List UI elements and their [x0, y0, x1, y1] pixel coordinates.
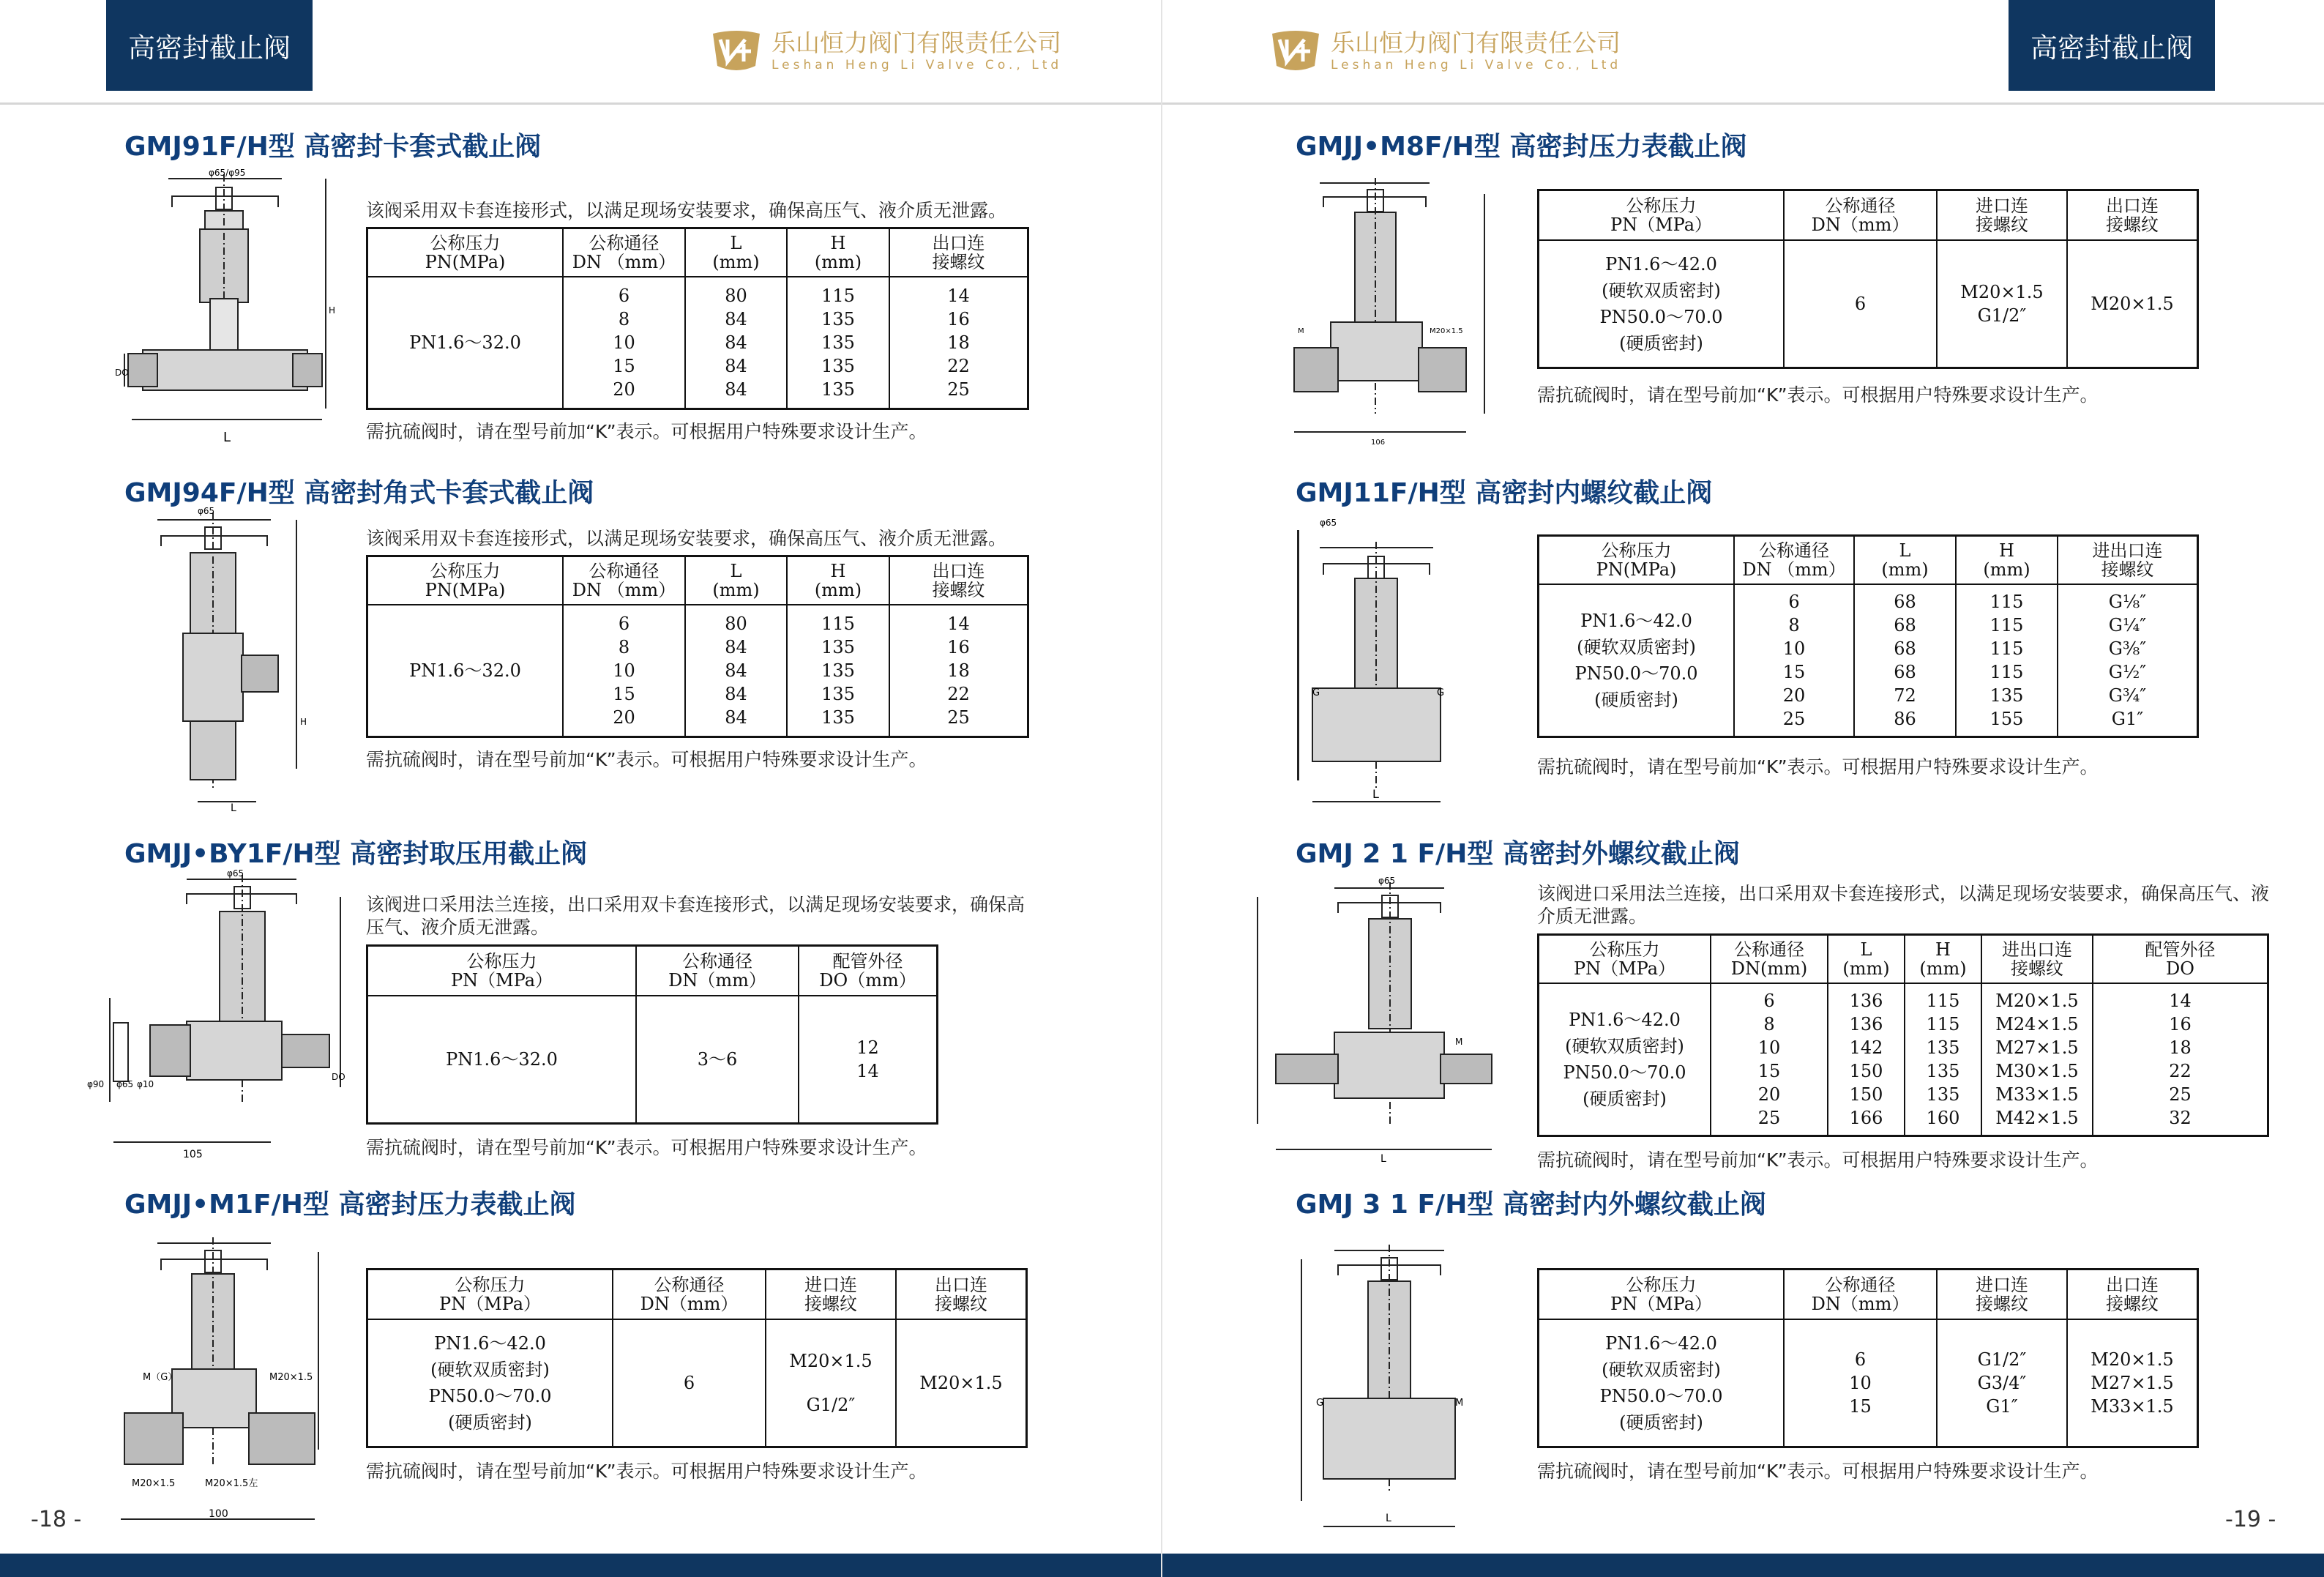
section-title-gmj31: GMJ 3 1 F/H型 高密封内外螺纹截止阀 — [1296, 1190, 1766, 1220]
spec-table-gmj31: 公称压力 PN（MPa） 公称通径 DN（mm） 进口连 接螺纹 出口连 接螺纹 PN1.6～42.0 (硬软双质密封) PN50.0～70.0 (硬质密封) 6 10 15 G1/2″ G3/4″ G1″ M20×1.5 M27×1.5 M33×1.5 — [1537, 1268, 2199, 1448]
section-tag: 高密封截止阀 — [2009, 0, 2215, 91]
header-divider — [1162, 102, 2324, 105]
section-title-gmjj-by1: GMJJ•BY1F/H型 高密封取压用截止阀 — [124, 839, 588, 869]
company-name-cn: 乐山恒力阀门有限责任公司 — [1331, 29, 1621, 57]
section-title-gmjj-m8: GMJJ•M8F/H型 高密封压力表截止阀 — [1296, 132, 1747, 162]
spec-table-gmj94: 公称压力 PN(MPa) 公称通径 DN （mm） L (mm) H (mm) 出口连 接螺纹 PN1.6～32.0 6 8 10 15 20 80 84 84 84 84 115 135 135 135 135 14 16 18 22 25 — [366, 555, 1029, 738]
section-note-gmj31: 需抗硫阀时，请在型号前加“K”表示。可根据用户特殊要求设计生产。 — [1537, 1461, 2099, 1482]
company-logo-icon — [1269, 28, 1322, 75]
valve-drawing-gmj11 — [1290, 512, 1481, 813]
footer-bar — [1162, 1554, 2324, 1577]
dim-label: 100 — [209, 1508, 228, 1520]
dim-label: L — [1372, 787, 1379, 801]
section-desc-gmj21: 该阀进口采用法兰连接，出口采用双卡套连接形式，以满足现场安装要求，确保高压气、液介质无泄露。 — [1537, 883, 2270, 927]
footer-bar — [0, 1554, 1162, 1577]
dim-label: φ65/φ95 — [209, 168, 246, 178]
dim-label: L — [231, 802, 236, 813]
dim-label: G — [1312, 687, 1320, 698]
section-title-gmj11: GMJ11F/H型 高密封内螺纹截止阀 — [1296, 478, 1713, 508]
dim-label: M20×1.5左 — [205, 1478, 258, 1489]
dim-label: M（G） — [143, 1372, 178, 1383]
dim-label: 106 — [1371, 439, 1386, 447]
page-number-left: -18 - — [31, 1507, 82, 1532]
section-note-gmj21: 需抗硫阀时，请在型号前加“K”表示。可根据用户特殊要求设计生产。 — [1537, 1149, 2099, 1171]
spec-table-gmj11: 公称压力 PN(MPa) 公称通径 DN （mm） L (mm) H (mm) 进出口连 接螺纹 PN1.6～42.0 (硬软双质密封) PN50.0～70.0 (硬质密封) 6 8 10 15 20 25 68 68 68 68 72 86 115 115 115 115 135 155 G⅛″ G¼″ G⅜″ G½″ G¾″ G1″ — [1537, 534, 2199, 738]
company-logo-icon — [710, 28, 763, 75]
company-logo — [710, 28, 1062, 75]
company-name-en: Leshan Heng Li Valve Co., Ltd — [771, 58, 1063, 72]
dim-label: DO — [332, 1072, 345, 1082]
right-page — [1162, 0, 2324, 1577]
spec-table-gmjj-m8: 公称压力 PN（MPa） 公称通径 DN（mm） 进口连 接螺纹 出口连 接螺纹 PN1.6～42.0 (硬软双质密封) PN50.0～70.0 (硬质密封) 6 M20×1.5 G1/2″ M20×1.5 — [1537, 189, 2199, 369]
dim-label: φ65 — [1378, 876, 1396, 886]
section-tag: 高密封截止阀 — [106, 0, 313, 91]
page-number-right: -19 - — [2225, 1507, 2276, 1532]
section-note-gmjj-m8: 需抗硫阀时，请在型号前加“K”表示。可根据用户特殊要求设计生产。 — [1537, 384, 2099, 406]
dim-label: L — [223, 430, 231, 445]
dim-label: M20×1.5 — [1430, 327, 1463, 335]
spec-table-gmj91: 公称压力 PN(MPa) 公称通径 DN （mm） L (mm) H (mm) 出口连 接螺纹 PN1.6～32.0 6 8 10 15 20 80 84 84 84 84 115 135 135 135 135 14 16 18 22 25 — [366, 227, 1029, 410]
section-note-gmjj-by1: 需抗硫阀时，请在型号前加“K”表示。可根据用户特殊要求设计生产。 — [366, 1137, 927, 1158]
section-note-gmj94: 需抗硫阀时，请在型号前加“K”表示。可根据用户特殊要求设计生产。 — [366, 749, 927, 770]
dim-label: φ10 — [137, 1079, 154, 1089]
valve-drawing-gmjj-m1 — [110, 1230, 355, 1530]
dim-label: M20×1.5 — [269, 1372, 313, 1383]
spec-table-gmj21: 公称压力 PN（MPa） 公称通径 DN(mm) L (mm) H (mm) 进出口连 接螺纹 配管外径 DO PN1.6～42.0 (硬软双质密封) PN50.0～70.0 (硬质密封) 6 8 10 15 20 25 136 136 142 150 150 166 115 115 135 135 135 160 M20×1.5 M24×1.5 M27×1.5 M30×1.5 M33×1.5 M42×1.5 14 16 18 22 25 32 — [1537, 933, 2269, 1137]
valve-drawing-gmjj-by1 — [84, 868, 359, 1160]
dim-label: 105 — [183, 1149, 203, 1160]
section-desc-gmjj-by1: 该阀进口采用法兰连接，出口采用双卡套连接形式，以满足现场安装要求，确保高压气、液介质无泄露。 — [366, 894, 1025, 938]
spec-table-gmjj-by1: 公称压力 PN（MPa） 公称通径 DN（mm） 配管外径 DO（mm） PN1.6～32.0 3～6 12 14 — [366, 944, 938, 1125]
dim-label: M — [1455, 1037, 1463, 1047]
dim-label: φ65 — [227, 868, 244, 879]
company-name-cn: 乐山恒力阀门有限责任公司 — [771, 29, 1061, 57]
section-note-gmj11: 需抗硫阀时，请在型号前加“K”表示。可根据用户特殊要求设计生产。 — [1537, 756, 2099, 778]
dim-label: M20×1.5 — [132, 1478, 176, 1489]
section-note-gmj91: 需抗硫阀时，请在型号前加“K”表示。可根据用户特殊要求设计生产。 — [366, 421, 927, 442]
section-title-gmjj-m1: GMJJ•M1F/H型 高密封压力表截止阀 — [124, 1190, 576, 1220]
dim-label: φ65 — [198, 506, 215, 516]
header-divider — [0, 102, 1162, 105]
section-desc-gmj94: 该阀采用双卡套连接形式，以满足现场安装要求，确保高压气、液介质无泄露。 — [366, 528, 1007, 549]
dim-label: DO — [115, 368, 129, 378]
section-title-gmj21: GMJ 2 1 F/H型 高密封外螺纹截止阀 — [1296, 839, 1740, 869]
dim-label: φ90 — [87, 1079, 105, 1089]
dim-label: G — [1316, 1398, 1324, 1409]
valve-drawing-gmj21 — [1243, 875, 1503, 1164]
section-note-gmjj-m1: 需抗硫阀时，请在型号前加“K”表示。可根据用户特殊要求设计生产。 — [366, 1461, 927, 1482]
dim-label: φ65 — [116, 1079, 134, 1089]
section-desc-gmj91: 该阀采用双卡套连接形式，以满足现场安装要求，确保高压气、液介质无泄露。 — [366, 200, 1007, 221]
dim-label: L — [1380, 1153, 1386, 1164]
dim-label: H — [300, 717, 307, 727]
dim-label: φ65 — [1320, 518, 1337, 528]
valve-drawing-gmj94 — [139, 505, 322, 813]
company-name-en: Leshan Heng Li Valve Co., Ltd — [1331, 58, 1622, 72]
dim-label: L — [1386, 1513, 1391, 1524]
dim-label: M — [1455, 1398, 1464, 1409]
dim-label: G — [1437, 687, 1445, 698]
valve-drawing-gmjj-m8 — [1283, 172, 1503, 450]
dim-label: H — [329, 305, 336, 316]
dim-label: M — [1298, 327, 1304, 335]
section-title-gmj91: GMJ91F/H型 高密封卡套式截止阀 — [124, 132, 542, 162]
valve-drawing-gmj91 — [113, 167, 344, 449]
spec-table-gmjj-m1: 公称压力 PN（MPa） 公称通径 DN（mm） 进口连 接螺纹 出口连 接螺纹 PN1.6～42.0 (硬软双质密封) PN50.0～70.0 (硬质密封) 6 M20×1.5 G1/2″ M20×1.5 — [366, 1268, 1028, 1448]
valve-drawing-gmj31 — [1279, 1237, 1499, 1537]
company-logo — [1269, 28, 1621, 75]
section-title-gmj94: GMJ94F/H型 高密封角式卡套式截止阀 — [124, 478, 594, 508]
